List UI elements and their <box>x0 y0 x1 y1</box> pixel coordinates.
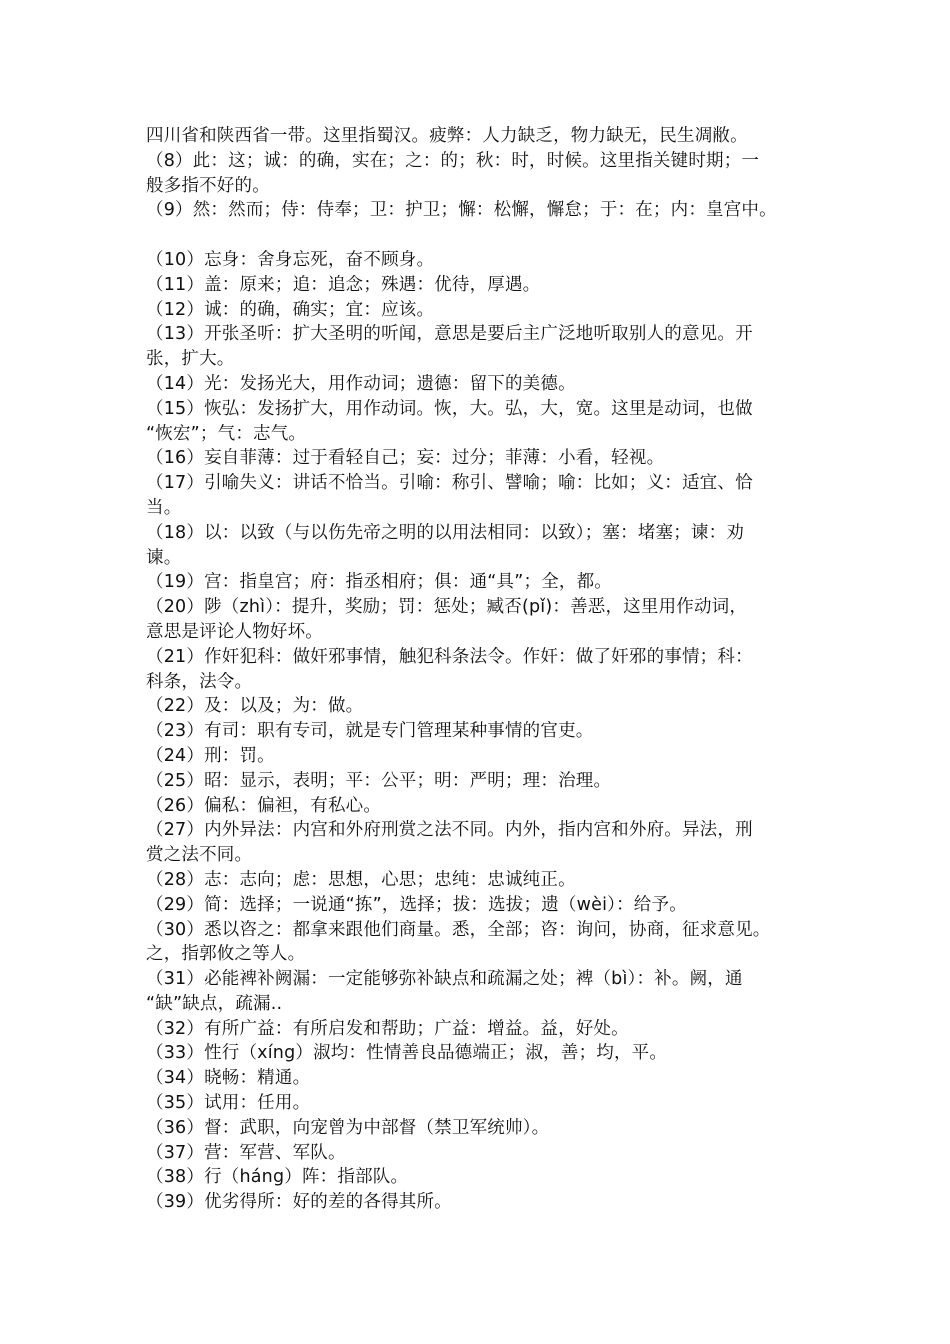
blank-line <box>146 223 836 248</box>
text-line: （20）陟（zhì）：提升，奖励；罚：惩处；臧否(pǐ)：善恶，这里用作动词， <box>146 597 748 618</box>
text-line: 张，扩大。 <box>146 349 235 370</box>
text-line: （26）偏私：偏袒，有私心。 <box>146 795 382 816</box>
text-line: （12）诚：的确，确实；宜：应该。 <box>146 299 435 320</box>
text-line: “缺”缺点，疏漏.. <box>146 993 283 1014</box>
text-line: （37）营：军营、军队。 <box>146 1142 346 1163</box>
text-line: （13）开张圣听：扩大圣明的听闻，意思是要后主广泛地听取别人的意见。开 <box>146 324 753 345</box>
text-line: （15）恢弘：发扬扩大，用作动词。恢，大。弘，大，宽。这里是动词，也做 <box>146 398 753 419</box>
text-line: （36）督：武职，向宠曾为中部督（禁卫军统帅）。 <box>146 1117 550 1138</box>
text-line: 四川省和陕西省一带。这里指蜀汉。疲弊：人力缺乏，物力缺无，民生凋敝。 <box>146 126 748 146</box>
text-line: 赏之法不同。 <box>146 845 253 866</box>
text-line: （24）刑：罚。 <box>146 745 275 766</box>
text-line: 般多指不好的。 <box>146 175 270 196</box>
text-line: 谏。 <box>146 547 182 568</box>
text-line: “恢宏”；气：志气。 <box>146 423 307 444</box>
text-line: （21）作奸犯科：做奸邪事情，触犯科条法令。作奸：做了奸邪的事情；科： <box>146 646 753 667</box>
text-line: （29）简：选择；一说通“拣”，选择；拔：选拔；遗（wèi）：给予。 <box>146 894 687 915</box>
text-line: （30）悉以咨之：都拿来跟他们商量。悉，全部；咨：询问，协商，征求意见。 <box>146 919 771 940</box>
text-line: （28）志：志向；虑：思想，心思；忠纯：忠诚纯正。 <box>146 869 576 890</box>
text-line: （19）宫：指皇宫；府：指丞相府；俱：通“具”；全，都。 <box>146 572 612 593</box>
text-line: 之，指郭攸之等人。 <box>146 944 306 965</box>
text-line: （32）有所广益：有所启发和帮助；广益：增益。益，好处。 <box>146 1018 629 1039</box>
text-line: 当。 <box>146 497 182 518</box>
text-line: （14）光：发扬光大，用作动词；遗德：留下的美德。 <box>146 373 576 394</box>
text-line: （18）以：以致（与以伤先帝之明的以用法相同：以致）；塞：堵塞；谏：劝 <box>146 522 745 543</box>
text-line: （25）昭：显示，表明；平：公平；明：严明；理：治理。 <box>146 770 612 791</box>
text-line: （34）晓畅：精通。 <box>146 1068 311 1089</box>
text-line: （38）行（háng）阵：指部队。 <box>146 1167 409 1188</box>
text-line: （8）此：这；诚：的确，实在；之：的；秋：时，时候。这里指关键时期；一 <box>146 150 760 171</box>
text-line: 科条，法令。 <box>146 671 253 692</box>
text-line: 意思是评论人物好坏。 <box>146 621 323 642</box>
document-body <box>146 124 836 1215</box>
text-line: （11）盖：原来；追：追念；殊遇：优待，厚遇。 <box>146 274 541 295</box>
text-line: （39）优劣得所：好的差的各得其所。 <box>146 1192 452 1213</box>
text-line: （23）有司：职有专司，就是专门管理某种事情的官吏。 <box>146 721 594 742</box>
text-line: （9）然：然而；侍：侍奉；卫：护卫；懈：松懈，懈怠；于：在；内：皇宫中。 <box>146 200 777 221</box>
text-line: （33）性行（xíng）淑均：性情善良品德端正；淑，善；均，平。 <box>146 1043 668 1064</box>
text-line: （31）必能裨补阙漏：一定能够弥补缺点和疏漏之处；裨（bì）：补。阙，通 <box>146 969 743 990</box>
text-line: （17）引喻失义：讲话不恰当。引喻：称引、譬喻；喻：比如；义：适宜、恰 <box>146 473 753 494</box>
text-line: （27）内外异法：内宫和外府刑赏之法不同。内外，指内宫和外府。异法，刑 <box>146 820 753 841</box>
text-line: （22）及：以及；为：做。 <box>146 696 364 717</box>
text-line: （16）妄自菲薄：过于看轻自己；妄：过分；菲薄：小看，轻视。 <box>146 448 665 469</box>
text-line: （10）忘身：舍身忘死，奋不顾身。 <box>146 249 435 270</box>
text-line: （35）试用：任用。 <box>146 1093 311 1114</box>
